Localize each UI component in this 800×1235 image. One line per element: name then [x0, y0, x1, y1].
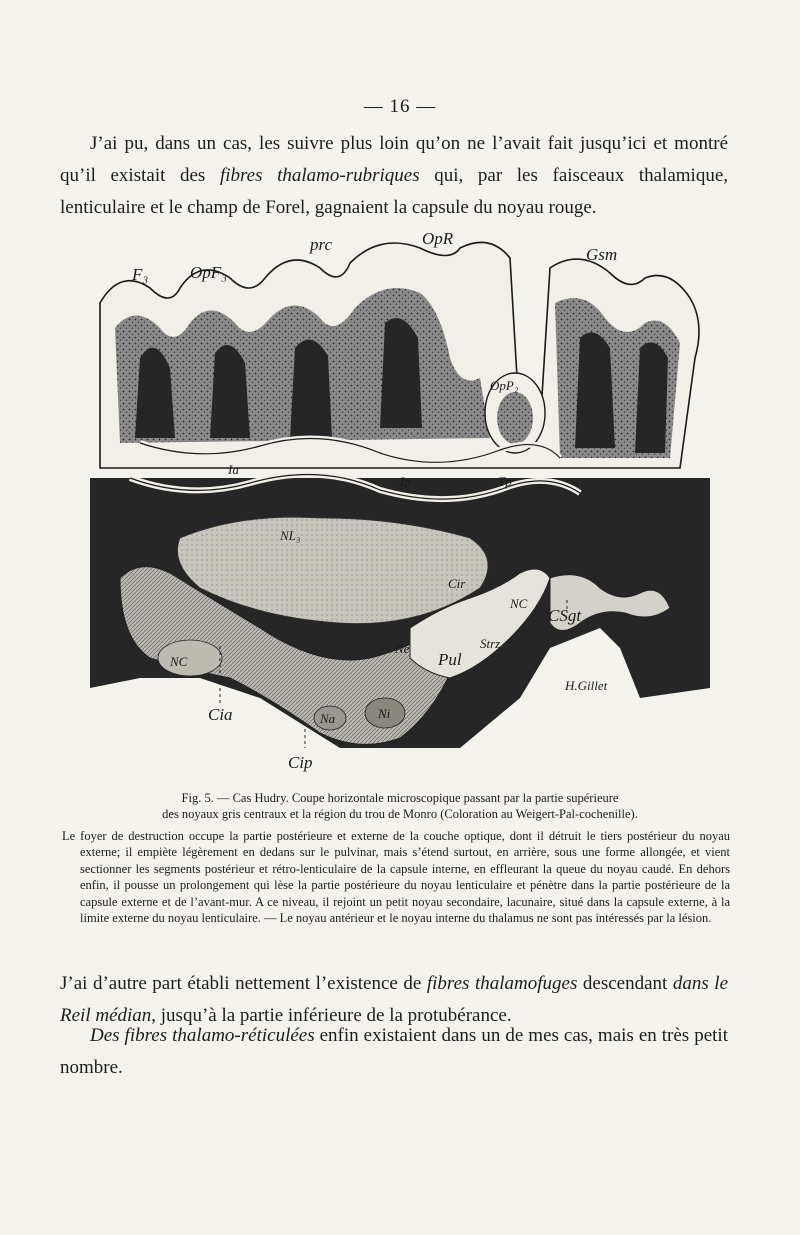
label-ia: Ia: [228, 462, 239, 477]
artist-signature: H.Gillet: [565, 678, 608, 693]
figure-caption-title: [80, 790, 720, 822]
page-number: — 16 —: [363, 96, 437, 117]
label-ni: Ni: [378, 706, 391, 721]
label-cip: Cip: [288, 753, 313, 772]
para2-text-a: J’ai d’autre part établi nettement l’existence de: [60, 973, 427, 994]
figure-caption-body: [62, 828, 730, 926]
para3-text-b: enfin existaient dans un de mes cas, mais en très petit nombre.: [60, 1025, 728, 1078]
label-ip: Ip: [400, 474, 411, 489]
label-nc-right: NC: [510, 596, 528, 611]
para1-text-c: qui, par les faisceaux thalamique, lenticulaire et le champ de Forel, gagnaient la capsule du noyau rouge.: [60, 165, 729, 218]
brain-section-figure: [80, 228, 720, 778]
para2-text-e: , jusqu’à la partie inférieure de la protubérance.: [151, 1005, 512, 1026]
label-nc-left: NC: [170, 654, 188, 669]
para2-term: fibres thalamofuges: [426, 973, 578, 994]
label-tp: Tp: [498, 474, 512, 489]
para2-text-c: descendant: [577, 973, 673, 994]
label-gsm: Gsm: [586, 245, 618, 264]
caption-line-1: Fig. 5. — Cas Hudry. Coupe horizontale microscopique passant par la partie supérieure: [181, 791, 619, 805]
paragraph-thalamo-rubriques: [60, 128, 728, 224]
brain-section-drawing: [80, 228, 720, 778]
label-cia: Cia: [208, 705, 233, 724]
para2-term-reil: dans le Reil médian: [60, 973, 729, 1026]
caption-body-text: Le foyer de destruction occupe la partie postérieure et externe de la couche optique, dont il détruit le tiers postérieur du noyau externe; il empiète légèrement en dedans sur le pulvinar, mais s’étend surtout, en arrière, sous une forme allongée, et vient sectionner les segments postérieur et rétro-lenticulaire de la capsule interne, en effleurant la queue du noyau caudé. En dehors enfin, il pousse un prolongement qui lèse la partie postérieure du noyau lenticulaire et pénètre dans la partie postérieure de la capsule externe et de l’avant-mur. A ce niveau, il rejoint un petit noyau secondaire, lacunaire, situé dans la capsule externe, à la limite externe du noyau lenticulaire. — Le noyau antérieur et le noyau interne du thalamus ne sont pas intéressés par la lésion.: [62, 829, 730, 926]
paragraph-thalamo-reticulees: [60, 1020, 728, 1084]
label-nl3: NL₃: [280, 528, 301, 543]
label-na: Na: [320, 711, 336, 726]
label-pul: Pul: [438, 650, 462, 669]
label-prc: prc: [310, 235, 333, 254]
label-f3: F₃: [132, 265, 149, 284]
label-csgt: CSgt: [548, 606, 582, 625]
para3-term: Des fibres thalamo-réticulées: [90, 1025, 315, 1046]
label-cir: Cir: [448, 576, 466, 591]
label-opr: OpR: [422, 229, 454, 248]
caption-line-2: des noyaux gris centraux et la région du trou de Monro (Coloration au Weigert-Pal-cochenille).: [162, 807, 638, 821]
label-ne: Ne: [395, 641, 410, 656]
para1-text-a: J’ai pu, dans un cas, les suivre plus loin qu’on ne l’avait fait jusqu’ici et montré qu’il existait des: [60, 133, 728, 186]
label-strz: Strz: [480, 636, 501, 651]
para1-term: fibres thalamo-rubriques: [219, 165, 420, 186]
label-opf3: OpF₃: [190, 263, 228, 282]
label-opp2: OpP₂: [490, 378, 519, 393]
